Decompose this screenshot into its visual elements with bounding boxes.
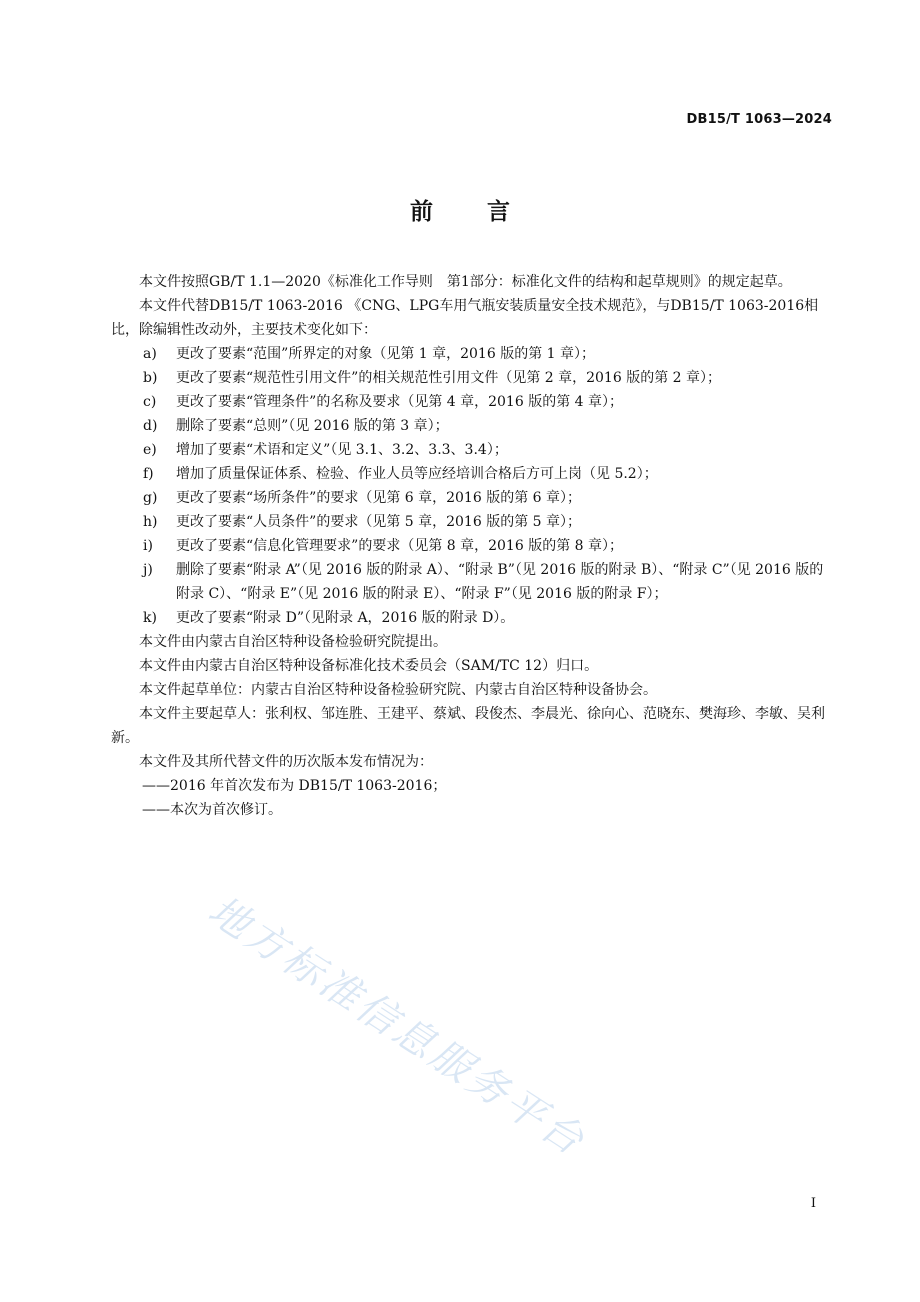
- page-number: I: [810, 1196, 816, 1211]
- paragraph-replacement: 本文件代替DB15/T 1063-2016 《CNG、LPG车用气瓶安装质量安全技术规范》，与DB15/T 1063-2016相比，除编辑性改动外，主要技术变化如下：: [111, 298, 819, 338]
- list-item: [111, 438, 833, 462]
- list-item: [111, 486, 833, 510]
- list-item: [111, 558, 833, 606]
- paragraph-drafting-rules: 本文件按照GB/T 1.1—2020《标准化工作导则 第1部分：标准化文件的结构和起草规则》的规定起草。: [139, 274, 792, 290]
- changes-list: [111, 342, 833, 630]
- list-item: [111, 510, 833, 534]
- list-marker: h): [143, 514, 158, 530]
- list-item: [111, 534, 833, 558]
- history-item: ——本次为首次修订。: [142, 802, 282, 818]
- page-title: 前言: [410, 199, 564, 225]
- list-item-text: 更改了要素“场所条件”的要求（见第 6 章，2016 版的第 6 章）；: [176, 490, 582, 506]
- history-item: ——2016 年首次发布为 DB15/T 1063-2016；: [142, 778, 447, 794]
- list-marker: b): [143, 370, 158, 386]
- list-item-text: 更改了要素“附录 D”（见附录 A，2016 版的附录 D）。: [176, 610, 515, 626]
- list-item: [111, 462, 833, 486]
- watermark-text: 地方标准信息服务平台: [200, 887, 595, 1166]
- list-marker: g): [143, 490, 158, 506]
- list-item: [111, 366, 833, 390]
- list-item: [111, 342, 833, 366]
- list-marker: c): [143, 394, 157, 410]
- document-code: DB15/T 1063—2024: [686, 112, 832, 127]
- list-marker: e): [143, 442, 157, 458]
- paragraph-drafters: 本文件主要起草人：张利权、邹连胜、王建平、蔡斌、段俊杰、李晨光、徐向心、范晓东、樊海珍、李敏、吴利新。: [111, 706, 825, 746]
- list-item-text: 更改了要素“人员条件”的要求（见第 5 章，2016 版的第 5 章）；: [176, 514, 582, 530]
- list-item-text: 更改了要素“管理条件”的名称及要求（见第 4 章，2016 版的第 4 章）；: [176, 394, 624, 410]
- paragraph-drafting-units: 本文件起草单位：内蒙古自治区特种设备检验研究院、内蒙古自治区特种设备协会。: [139, 682, 657, 698]
- list-item-text: 更改了要素“范围”所界定的对象（见第 1 章，2016 版的第 1 章）；: [176, 346, 596, 362]
- list-marker: f): [143, 466, 154, 482]
- list-item-text: 增加了质量保证体系、检验、作业人员等应经培训合格后方可上岗（见 5.2）；: [176, 466, 658, 482]
- list-item: [111, 414, 833, 438]
- list-marker: j): [143, 562, 153, 578]
- paragraph-administrator: 本文件由内蒙古自治区特种设备标准化技术委员会（SAM/TC 12）归口。: [139, 658, 599, 674]
- list-marker: i): [143, 538, 153, 554]
- paragraph-history-intro: 本文件及其所代替文件的历次版本发布情况为：: [139, 754, 433, 770]
- list-marker: k): [143, 610, 157, 626]
- list-item-text: 删除了要素“总则”（见 2016 版的第 3 章）；: [176, 418, 449, 434]
- paragraph-proposer: 本文件由内蒙古自治区特种设备检验研究院提出。: [139, 634, 447, 650]
- list-item: [111, 606, 833, 630]
- list-item-text: 删除了要素“附录 A”（见 2016 版的附录 A）、“附录 B”（见 2016 版的附录 B）、“附录 C”（见 2016 版的附录 C）、“附录 E”（见 2016 版的附录 E）、“附录 F”（见 2016 版的附录 F）；: [176, 562, 824, 602]
- list-item-text: 更改了要素“信息化管理要求”的要求（见第 8 章，2016 版的第 8 章）；: [176, 538, 624, 554]
- list-item-text: 更改了要素“规范性引用文件”的相关规范性引用文件（见第 2 章，2016 版的第 2 章）；: [176, 370, 722, 386]
- list-marker: a): [143, 346, 157, 362]
- list-item-text: 增加了要素“术语和定义”（见 3.1、3.2、3.3、3.4）；: [176, 442, 508, 458]
- list-marker: d): [143, 418, 158, 434]
- list-item: [111, 390, 833, 414]
- document-body: [111, 270, 833, 822]
